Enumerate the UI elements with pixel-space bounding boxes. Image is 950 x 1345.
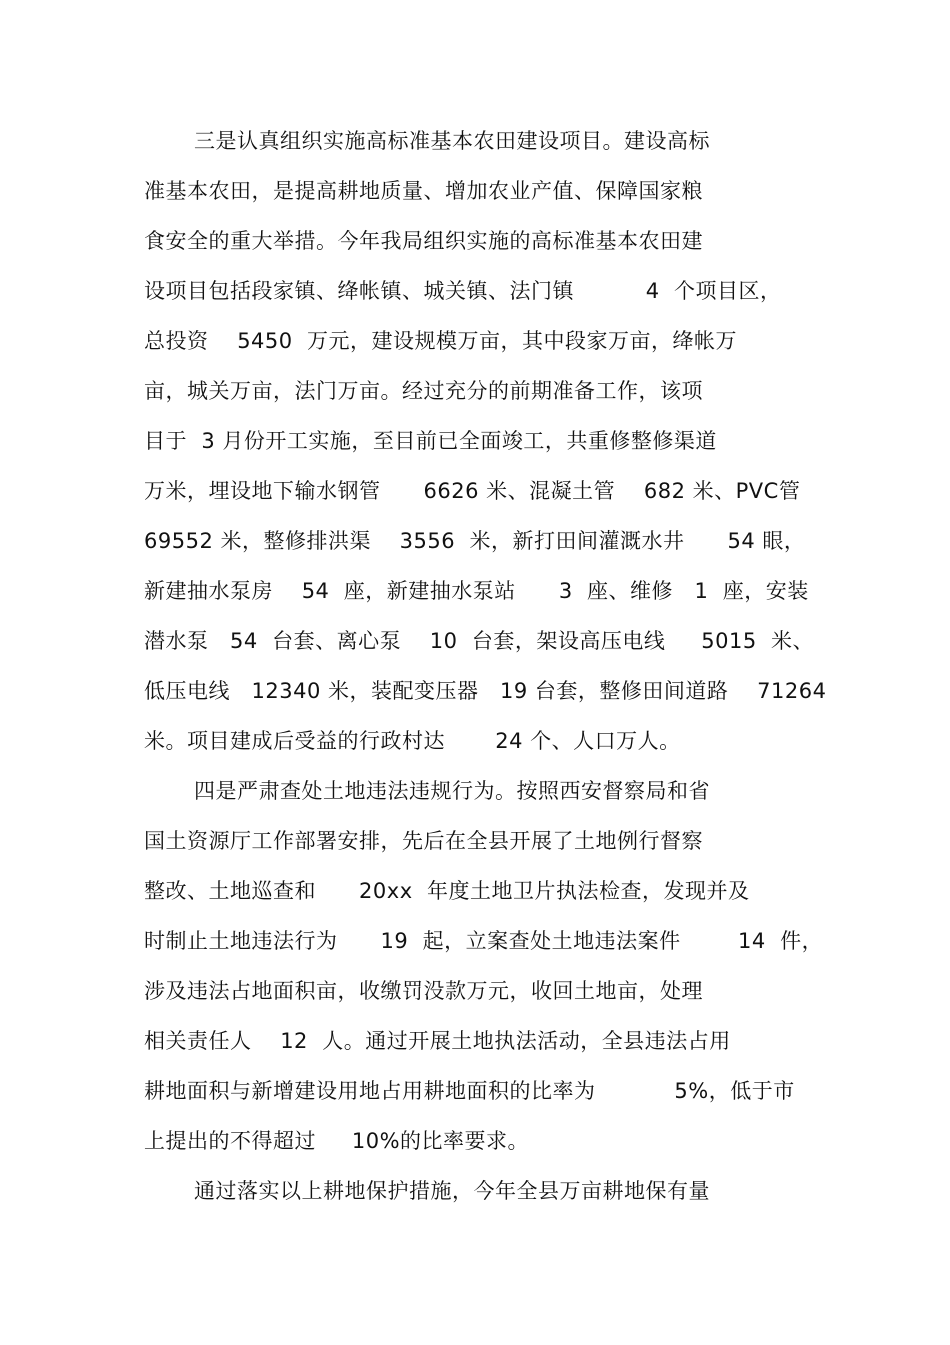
text-line: 设项目包括段家镇、绛帐镇、城关镇、法门镇 4 个项目区， [144, 279, 782, 303]
text-line: 米。项目建成后受益的行政村达 24 个、人口万人。 [144, 729, 681, 753]
text-line: 万米，埋设地下输水钢管 6626 米、混凝土管 682 米、PVC管 [144, 479, 801, 503]
text-line: 潜水泵 54 台套、离心泵 10 台套，架设高压电线 5015 米、 [144, 629, 815, 653]
paragraph-first-line: 三是认真组织实施高标准基本农田建设项目。建设高标 [194, 129, 710, 153]
document-body [144, 121, 827, 1221]
text-line: 整改、土地巡查和 20xx 年度土地卫片执法检查，发现并及 [144, 879, 750, 903]
text-line: 涉及违法占地面积亩，收缴罚没款万元，收回土地亩，处理 [144, 979, 703, 1003]
text-line: 新建抽水泵房 54 座，新建抽水泵站 3 座、维修 1 座，安装 [144, 579, 809, 603]
text-line: 耕地面积与新增建设用地占用耕地面积的比率为 5%，低于市 [144, 1079, 795, 1103]
text-line: 食安全的重大举措。今年我局组织实施的高标准基本农田建 [144, 229, 703, 253]
text-line: 69552 米，整修排洪渠 3556 米，新打田间灌溉水井 54 眼， [144, 529, 806, 553]
text-line: 上提出的不得超过 10%的比率要求。 [144, 1129, 530, 1153]
text-line: 相关责任人 12 人。通过开展土地执法活动，全县违法占用 [144, 1029, 731, 1053]
text-line: 目于 3 月份开工实施，至目前已全面竣工，共重修整修渠道 [144, 429, 717, 453]
text-line: 亩，城关万亩，法门万亩。经过充分的前期准备工作，该项 [144, 379, 703, 403]
text-line: 国土资源厅工作部署安排，先后在全县开展了土地例行督察 [144, 829, 703, 853]
paragraph-first-line: 通过落实以上耕地保护措施，今年全县万亩耕地保有量 [194, 1179, 710, 1203]
paragraph-first-line: 四是严肃查处土地违法违规行为。按照西安督察局和省 [194, 779, 710, 803]
text-line: 准基本农田，是提高耕地质量、增加农业产值、保障国家粮 [144, 179, 703, 203]
text-line: 时制止土地违法行为 19 起，立案查处土地违法案件 14 件， [144, 929, 824, 953]
text-line: 低压电线 12340 米，装配变压器 19 台套，整修田间道路 71264 [144, 679, 827, 703]
text-line: 总投资 5450 万元，建设规模万亩，其中段家万亩，绛帐万 [144, 329, 737, 353]
